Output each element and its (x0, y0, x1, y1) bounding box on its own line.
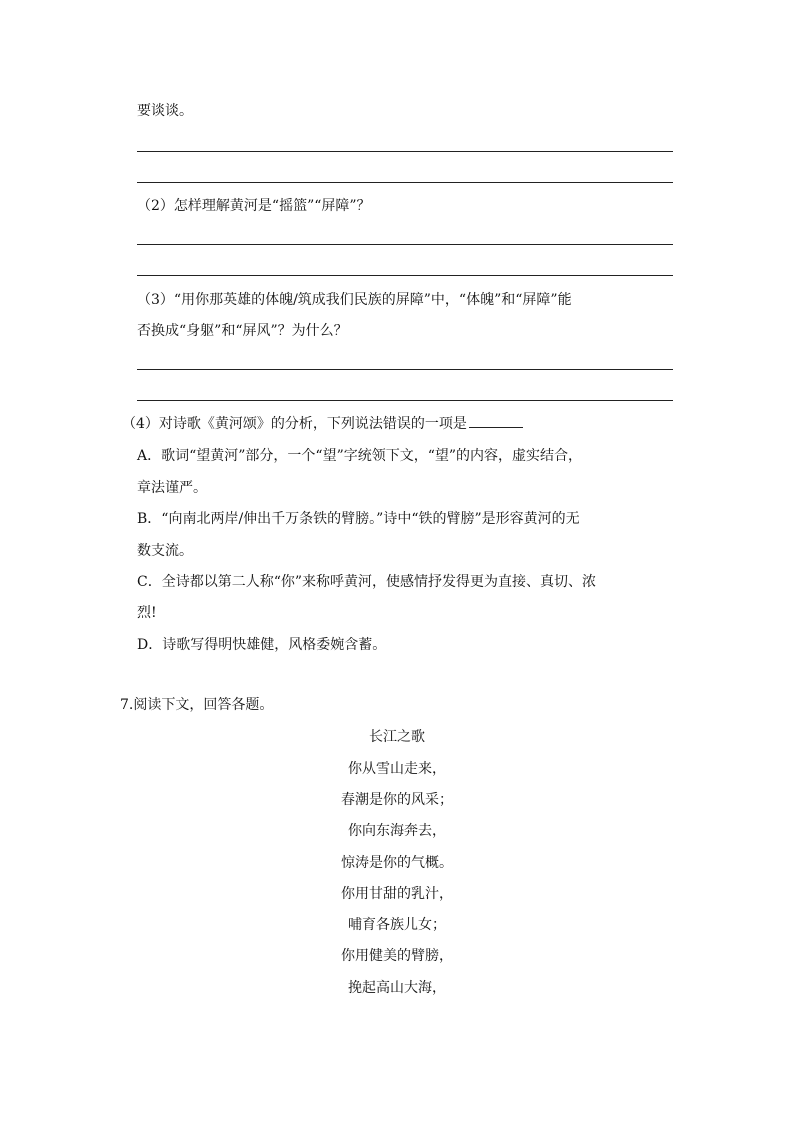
question-2: （2）怎样理解黄河是“摇篮”“屏障”？ (137, 198, 371, 214)
poem-title: 长江之歌 (369, 729, 425, 745)
poem-line: 你向东海奔去， (348, 823, 446, 839)
answer-line (137, 275, 673, 276)
option-b-line-1: B．“向南北两岸/伸出千万条铁的臂膀。”诗中“铁的臂膀”是形容黄河的无 (137, 511, 580, 527)
question-3-line-1: （3）“用你那英雄的体魄/筑成我们民族的屏障”中，“体魄”和“屏障”能 (137, 292, 572, 308)
poem-line: 惊涛是你的气概。 (341, 855, 453, 871)
option-b-line-2: 数支流。 (137, 543, 193, 559)
poem-line: 你用健美的臂膀， (341, 948, 453, 964)
question-3-line-2: 否换成“身躯”和“屏风”？为什么？ (137, 323, 348, 339)
poem-line: 春潮是你的风采； (341, 792, 453, 808)
option-d-line-1: D．诗歌写得明快雄健，风格委婉含蓄。 (137, 637, 387, 653)
fill-blank (469, 413, 523, 428)
poem-line: 你用甘甜的乳汁， (341, 886, 453, 902)
answer-line (137, 369, 673, 370)
poem-line: 挽起高山大海， (348, 980, 446, 996)
question-4 (122, 413, 523, 434)
answer-line (137, 151, 673, 152)
poem-line: 你从雪山走来， (348, 761, 446, 777)
answer-line (137, 400, 673, 401)
question-1-tail: 要谈谈。 (137, 103, 193, 119)
option-c-line-2: 烈! (137, 605, 157, 621)
poem-line: 哺育各族儿女； (348, 917, 446, 933)
option-a-line-1: A．歌词“望黄河”部分，一个“望”字统领下文，“望”的内容，虚实结合， (137, 448, 583, 464)
answer-line (137, 244, 673, 245)
option-a-line-2: 章法谨严。 (137, 480, 207, 496)
option-c-line-1: C．全诗都以第二人称“你”来称呼黄河，使感情抒发得更为直接、真切、浓 (137, 574, 597, 590)
question-7: 7.阅读下文，回答各题。 (120, 697, 274, 713)
question-4-text: （4）对诗歌《黄河颂》的分析，下列说法错误的一项是 (122, 416, 467, 432)
answer-line (137, 182, 673, 183)
